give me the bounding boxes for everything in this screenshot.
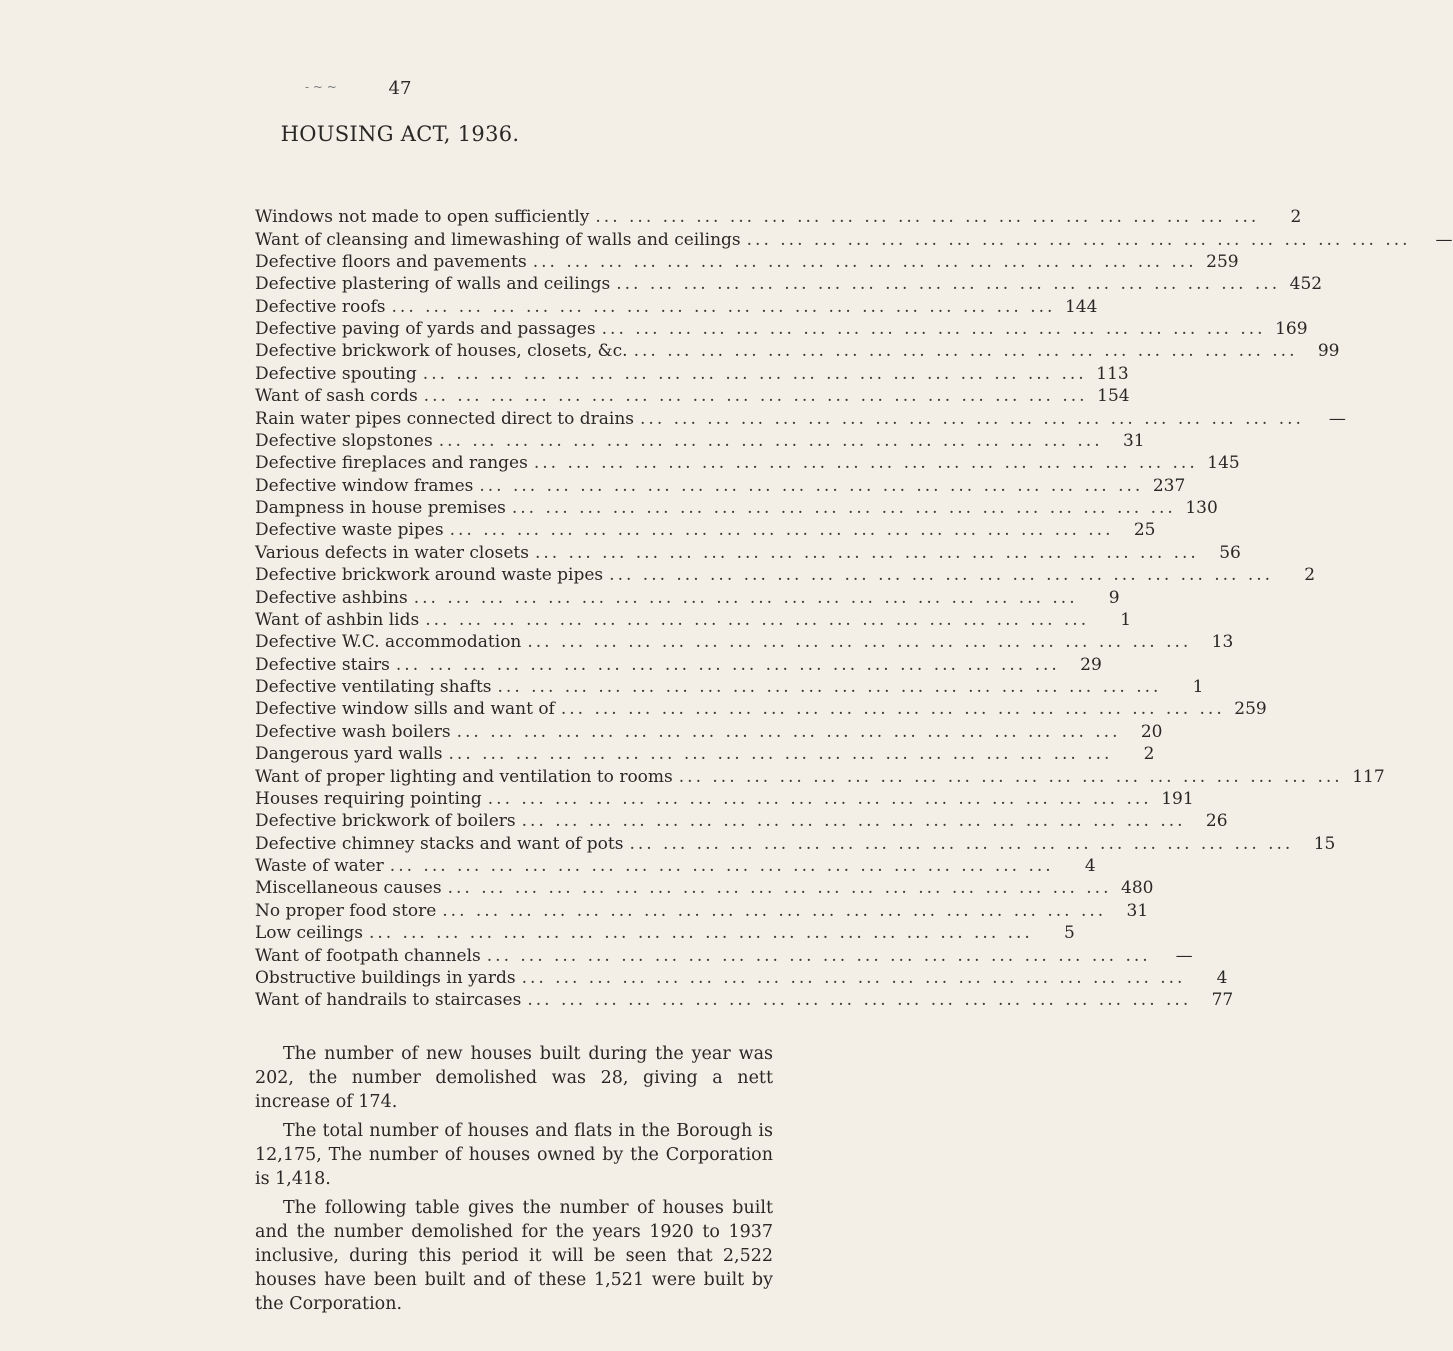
defect-count: 2 [1290,207,1302,228]
defect-count: 117 [1352,766,1385,787]
leader-dots: ... ... ... ... ... ... ... ... ... ... ... ... ... ... ... ... ... ... ... ... [595,207,1260,228]
leader-dots: ... ... ... ... ... ... ... ... ... ... ... ... ... ... ... ... ... ... ... ... [425,609,1090,630]
defect-row [255,273,1323,295]
defect-label: Defective plastering of walls and ceilings [255,274,611,295]
defect-row [255,900,1149,922]
defect-row [255,721,1163,743]
defect-row [255,788,1194,810]
defect-label: Defective W.C. accommodation [255,632,522,653]
paragraph: The number of new houses built during the year was 202, the number demolished was 28, giving a nett increase of 174. [255,1044,773,1112]
leader-dots: ... ... ... ... ... ... ... ... ... ... ... ... ... ... ... ... ... ... ... ... [442,900,1107,921]
leader-dots: ... ... ... ... ... ... ... ... ... ... ... ... ... ... ... ... ... ... ... ... [511,498,1176,519]
defect-row [255,631,1234,653]
margin-mark: - ~ ~ [305,80,337,94]
leader-dots: ... ... ... ... ... ... ... ... ... ... ... ... ... ... ... ... ... ... ... ... [521,967,1186,988]
defect-count: — [1175,945,1193,966]
leader-dots: ... ... ... ... ... ... ... ... ... ... ... ... ... ... ... ... ... ... ... ... [449,520,1114,541]
defect-count: 25 [1133,520,1156,541]
defect-row [255,833,1336,855]
defect-label: Want of sash cords [255,386,418,407]
defect-count: 480 [1121,878,1154,899]
page-title: HOUSING ACT, 1936. [280,122,520,146]
leader-dots: ... ... ... ... ... ... ... ... ... ... ... ... ... ... ... ... ... ... ... ... [391,296,1056,317]
defect-label: Miscellaneous causes [255,878,442,899]
defect-row [255,989,1234,1011]
defect-row [255,430,1145,452]
defect-row [255,452,1240,474]
defect-label: Defective window frames [255,475,474,496]
defect-label: Defective brickwork of houses, closets, &c. [255,341,628,362]
defect-label: Low ceilings [255,923,363,944]
defect-label: Obstructive buildings in yards [255,967,516,988]
leader-dots: ... ... ... ... ... ... ... ... ... ... ... ... ... ... ... ... ... ... ... ... [616,274,1281,295]
defect-label: Defective brickwork around waste pipes [255,565,604,586]
defect-row [255,944,1193,966]
leader-dots: ... ... ... ... ... ... ... ... ... ... ... ... ... ... ... ... ... ... ... ... [746,229,1411,250]
page-number: 47 [388,78,412,99]
leader-dots: ... ... ... ... ... ... ... ... ... ... ... ... ... ... ... ... ... ... ... ... [497,677,1162,698]
leader-dots: ... ... ... ... ... ... ... ... ... ... ... ... ... ... ... ... ... ... ... ... [389,856,1054,877]
defect-count: 2 [1143,744,1155,765]
defect-label: Want of proper lighting and ventilation to rooms [255,766,673,787]
defect-row [255,609,1132,631]
leader-dots: ... ... ... ... ... ... ... ... ... ... ... ... ... ... ... ... ... ... ... ... [438,430,1103,451]
leader-dots: ... ... ... ... ... ... ... ... ... ... ... ... ... ... ... ... ... ... ... ... [413,587,1078,608]
leader-dots: ... ... ... ... ... ... ... ... ... ... ... ... ... ... ... ... ... ... ... ... [479,475,1144,496]
defect-row [255,743,1155,765]
defect-label: Defective window sills and want of [255,699,555,720]
leader-dots: ... ... ... ... ... ... ... ... ... ... ... ... ... ... ... ... ... ... ... ... [533,453,1198,474]
leader-dots: ... ... ... ... ... ... ... ... ... ... ... ... ... ... ... ... ... ... ... ... [678,766,1343,787]
defect-count: 1 [1120,609,1132,630]
leader-dots: ... ... ... ... ... ... ... ... ... ... ... ... ... ... ... ... ... ... ... ... [423,386,1088,407]
defect-count: 191 [1161,788,1194,809]
defect-count: — [1435,229,1453,250]
defect-count: 4 [1084,856,1096,877]
defect-count: 452 [1289,274,1323,295]
defect-count: 29 [1080,654,1102,675]
defect-label: Defective spouting [255,363,417,384]
defect-label: Want of cleansing and limewashing of walls and ceilings [255,229,741,250]
leader-dots: ... ... ... ... ... ... ... ... ... ... ... ... ... ... ... ... ... ... ... ... [456,721,1121,742]
defect-count: 144 [1064,296,1098,317]
defect-label: Various defects in water closets [255,542,529,563]
defect-row [255,586,1120,608]
leader-dots: ... ... ... ... ... ... ... ... ... ... ... ... ... ... ... ... ... ... ... ... [601,319,1266,340]
leader-dots: ... ... ... ... ... ... ... ... ... ... ... ... ... ... ... ... ... ... ... ... [629,833,1294,854]
defect-label: Defective stairs [255,654,390,675]
defect-label: Defective ventilating shafts [255,677,492,698]
paragraph: The following table gives the number of houses built and the number demolished for the years 1920 to 1937 inclusive, during this period it will be seen that 2,522 houses have been built and of these 1,521 were built by the Corporation. [255,1198,773,1314]
defect-count: 1 [1192,677,1204,698]
defect-label: Want of handrails to staircases [255,990,522,1011]
defect-count: 259 [1234,699,1267,720]
defect-count: 113 [1096,363,1129,384]
leader-dots: ... ... ... ... ... ... ... ... ... ... ... ... ... ... ... ... ... ... ... ... [447,878,1112,899]
defect-label: Dangerous yard walls [255,744,443,765]
defect-count: 20 [1140,721,1163,742]
defect-label: Dampness in house premises [255,498,506,519]
leader-dots: ... ... ... ... ... ... ... ... ... ... ... ... ... ... ... ... ... ... ... ... [640,408,1304,429]
leader-dots: ... ... ... ... ... ... ... ... ... ... ... ... ... ... ... ... ... ... ... ... [487,788,1152,809]
defect-label: Rain water pipes connected direct to drains [255,408,635,429]
defect-label: Defective floors and pavements [255,251,527,272]
defect-row [255,318,1308,340]
defect-row [255,542,1241,564]
defect-row [255,296,1098,318]
defect-label: Defective chimney stacks and want of pots [255,833,624,854]
defect-count: — [1328,408,1346,429]
defect-label: Waste of water [255,856,384,877]
defect-label: Defective fireplaces and ranges [255,453,528,474]
defect-row [255,206,1302,228]
leader-dots: ... ... ... ... ... ... ... ... ... ... ... ... ... ... ... ... ... ... ... ... [534,542,1199,563]
defect-label: Want of ashbin lids [255,609,420,630]
defect-row [255,228,1453,250]
defect-count: 145 [1207,453,1240,474]
defect-count: 31 [1122,430,1145,451]
leader-dots: ... ... ... ... ... ... ... ... ... ... ... ... ... ... ... ... ... ... ... ... [395,654,1060,675]
defects-list [255,206,1453,1012]
leader-dots: ... ... ... ... ... ... ... ... ... ... ... ... ... ... ... ... ... ... ... ... [527,632,1192,653]
defect-count: 259 [1206,251,1239,272]
defect-count: 26 [1205,811,1228,832]
defect-row [255,922,1075,944]
defect-count: 2 [1304,565,1316,586]
leader-dots: ... ... ... ... ... ... ... ... ... ... ... ... ... ... ... ... ... ... ... ... [422,363,1087,384]
defect-row [255,475,1186,497]
leader-dots: ... ... ... ... ... ... ... ... ... ... ... ... ... ... ... ... ... ... ... ... [448,744,1113,765]
defect-row [255,407,1346,429]
defect-count: 5 [1064,923,1075,944]
leader-dots: ... ... ... ... ... ... ... ... ... ... ... ... ... ... ... ... ... ... ... ... [609,565,1274,586]
defect-count: 99 [1317,341,1340,362]
defect-row [255,877,1154,899]
defect-count: 31 [1126,900,1149,921]
defect-row [255,765,1385,787]
defect-count: 9 [1108,587,1120,608]
defect-row [255,251,1239,273]
defect-label: Defective waste pipes [255,520,444,541]
defect-count: 130 [1185,498,1218,519]
defect-label: Defective slopstones [255,430,433,451]
body-paragraphs [255,1042,773,1321]
defect-count: 154 [1097,386,1130,407]
defect-row [255,363,1129,385]
defect-row [255,654,1102,676]
leader-dots: ... ... ... ... ... ... ... ... ... ... ... ... ... ... ... ... ... ... ... ... [486,945,1151,966]
defect-label: No proper food store [255,900,437,921]
leader-dots: ... ... ... ... ... ... ... ... ... ... ... ... ... ... ... ... ... ... ... ... [521,811,1186,832]
defect-label: Defective brickwork of boilers [255,811,516,832]
defect-row [255,564,1316,586]
defect-label: Defective paving of yards and passages [255,319,596,340]
defect-count: 237 [1152,475,1186,496]
defect-label: Windows not made to open sufficiently [255,207,590,228]
paragraph: The total number of houses and flats in the Borough is 12,175, The number of houses owned by the Corporation is 1,418. [255,1121,773,1189]
defect-label: Houses requiring pointing [255,788,482,809]
leader-dots: ... ... ... ... ... ... ... ... ... ... ... ... ... ... ... ... ... ... ... ... [560,699,1225,720]
defect-count: 4 [1216,967,1228,988]
defect-label: Want of footpath channels [255,945,481,966]
defect-label: Defective roofs [255,296,386,317]
defect-row [255,810,1228,832]
defect-label: Defective wash boilers [255,721,451,742]
defect-count: 77 [1211,990,1234,1011]
leader-dots: ... ... ... ... ... ... ... ... ... ... ... ... ... ... ... ... ... ... ... ... [532,251,1197,272]
defect-row [255,967,1228,989]
defect-row [255,519,1156,541]
defect-row [255,497,1218,519]
defect-row [255,698,1267,720]
defect-row [255,855,1096,877]
defect-row [255,340,1340,362]
leader-dots: ... ... ... ... ... ... ... ... ... ... ... ... ... ... ... ... ... ... ... ... [633,341,1298,362]
defect-row [255,385,1130,407]
leader-dots: ... ... ... ... ... ... ... ... ... ... ... ... ... ... ... ... ... ... ... ... [527,990,1192,1011]
defect-count: 15 [1313,833,1336,854]
defect-count: 56 [1219,542,1241,563]
defect-count: 13 [1211,632,1234,653]
leader-dots: ... ... ... ... ... ... ... ... ... ... ... ... ... ... ... ... ... ... ... ... [368,923,1033,944]
defect-row [255,676,1204,698]
defect-count: 169 [1275,319,1308,340]
defect-label: Defective ashbins [255,587,408,608]
